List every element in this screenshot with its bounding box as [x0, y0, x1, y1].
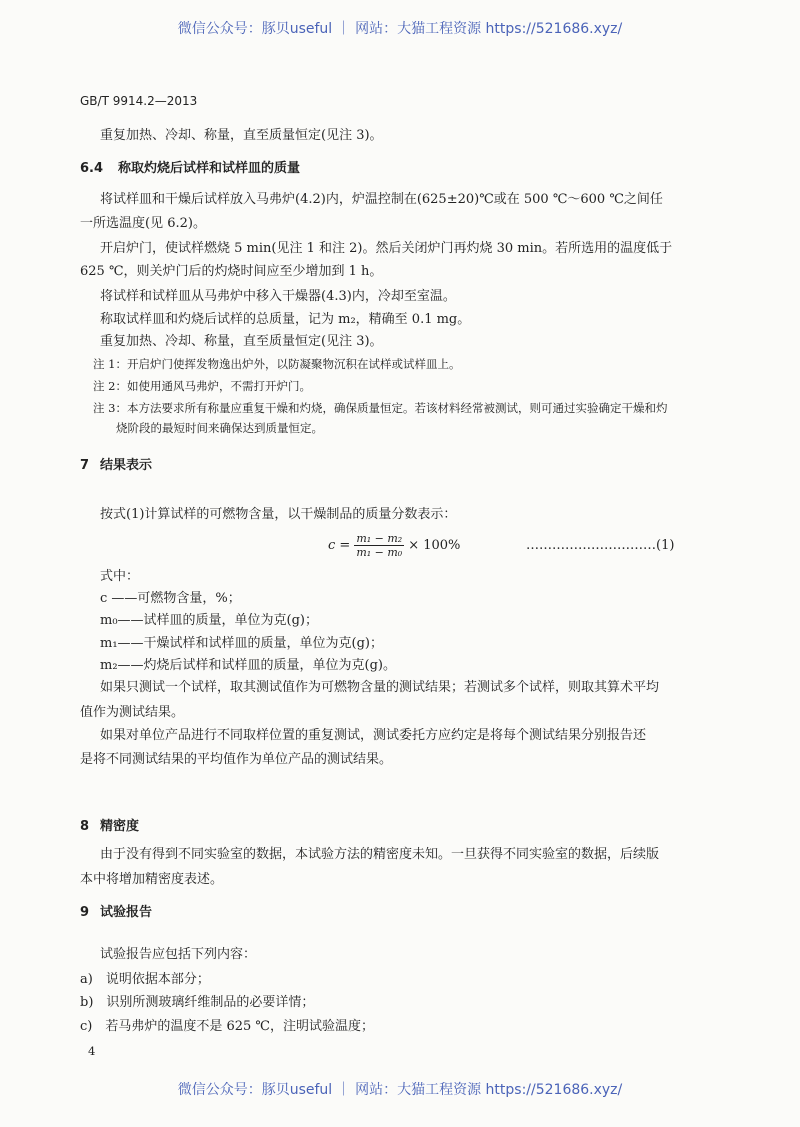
- fraction: [354, 532, 404, 559]
- paragraph: 由于没有得到不同实验室的数据，本试验方法的精密度未知。一旦获得不同实验室的数据，后续版: [100, 847, 660, 862]
- section-7-title: 结果表示: [100, 458, 153, 473]
- section-6-4-title: 称取灼烧后试样和试样皿的质量: [118, 161, 301, 176]
- watermark-bottom: 微信公众号：豚贝useful ｜ 网站：大猫工程资源 https://521686.xyz/: [177, 1082, 623, 1098]
- paragraph: 是将不同测试结果的平均值作为单位产品的测试结果。: [80, 752, 393, 767]
- section-6-4-number: 6.4: [80, 161, 104, 176]
- note-3-cont: 烧阶段的最短时间来确保达到质量恒定。: [116, 421, 323, 435]
- paragraph: 将试样和试样皿从马弗炉中移入干燥器(4.3)内，冷却至室温。: [100, 289, 456, 304]
- variable-def: m₀——试样皿的质量，单位为克(g)；: [100, 613, 319, 628]
- section-8-title: 精密度: [100, 819, 140, 834]
- variable-def: m₂——灼烧后试样和试样皿的质量，单位为克(g)。: [100, 658, 397, 673]
- paragraph: 开启炉门，使试样燃烧 5 min(见注 1 和注 2)。然后关闭炉门再灼烧 30 min。若所选用的温度低于: [100, 241, 673, 256]
- equation-number: …………………………(1): [526, 538, 675, 553]
- formula-rhs: × 100%: [408, 538, 461, 553]
- note-3: 注 3：本方法要求所有称量应重复干燥和灼烧，确保质量恒定。若该材料经常被测试，则可通过实验确定干燥和灼: [93, 401, 668, 415]
- where-label: 式中：: [100, 569, 140, 584]
- note-1: 注 1：开启炉门使挥发物逸出炉外，以防凝聚物沉积在试样或试样皿上。: [93, 357, 461, 371]
- numerator: m₁ − m₂: [356, 532, 403, 545]
- variable-def: c ——可燃物含量，%；: [100, 591, 241, 606]
- paragraph: 称取试样皿和灼烧后试样的总质量，记为 m₂，精确至 0.1 mg。: [100, 312, 471, 327]
- formula-1: [328, 532, 460, 559]
- variable-def: m₁——干燥试样和试样皿的质量，单位为克(g)；: [100, 636, 384, 651]
- note-2: 注 2：如使用通风马弗炉，不需打开炉门。: [93, 379, 311, 393]
- paragraph: 重复加热、冷却、称量，直至质量恒定(见注 3)。: [100, 128, 383, 143]
- paragraph: 按式(1)计算试样的可燃物含量，以干燥制品的质量分数表示：: [100, 507, 457, 522]
- paragraph: 如果只测试一个试样，取其测试值作为可燃物含量的测试结果；若测试多个试样，则取其算术平均: [100, 680, 660, 695]
- doc-header: GB/T 9914.2—2013: [80, 94, 198, 108]
- watermark-top: 微信公众号：豚贝useful ｜ 网站：大猫工程资源 https://521686.xyz/: [177, 21, 623, 37]
- section-9-number: 9: [80, 905, 90, 920]
- list-item: b) 识别所测玻璃纤维制品的必要详情；: [80, 995, 315, 1010]
- list-item: a) 说明依据本部分；: [80, 972, 210, 987]
- paragraph: 625 ℃，则关炉门后的灼烧时间应至少增加到 1 h。: [80, 264, 383, 279]
- paragraph: 本中将增加精密度表述。: [80, 872, 224, 887]
- section-8-number: 8: [80, 819, 90, 834]
- paragraph: 试验报告应包括下列内容：: [100, 947, 257, 962]
- section-7-number: 7: [80, 458, 90, 473]
- formula-lhs: c =: [328, 538, 351, 553]
- paragraph: 将试样皿和干燥后试样放入马弗炉(4.2)内，炉温控制在(625±20)℃或在 500 ℃～600 ℃之间任: [100, 192, 663, 207]
- paragraph: 如果对单位产品进行不同取样位置的重复测试，测试委托方应约定是将每个测试结果分别报告还: [100, 728, 647, 743]
- list-item: c) 若马弗炉的温度不是 625 ℃，注明试验温度；: [80, 1019, 374, 1034]
- page-number: 4: [88, 1044, 96, 1058]
- paragraph: 一所选温度(见 6.2)。: [80, 216, 206, 231]
- denominator: m₁ − m₀: [356, 546, 403, 559]
- paragraph: 值作为测试结果。: [80, 705, 185, 720]
- section-9-title: 试验报告: [100, 905, 153, 920]
- paragraph: 重复加热、冷却、称量，直至质量恒定(见注 3)。: [100, 334, 383, 349]
